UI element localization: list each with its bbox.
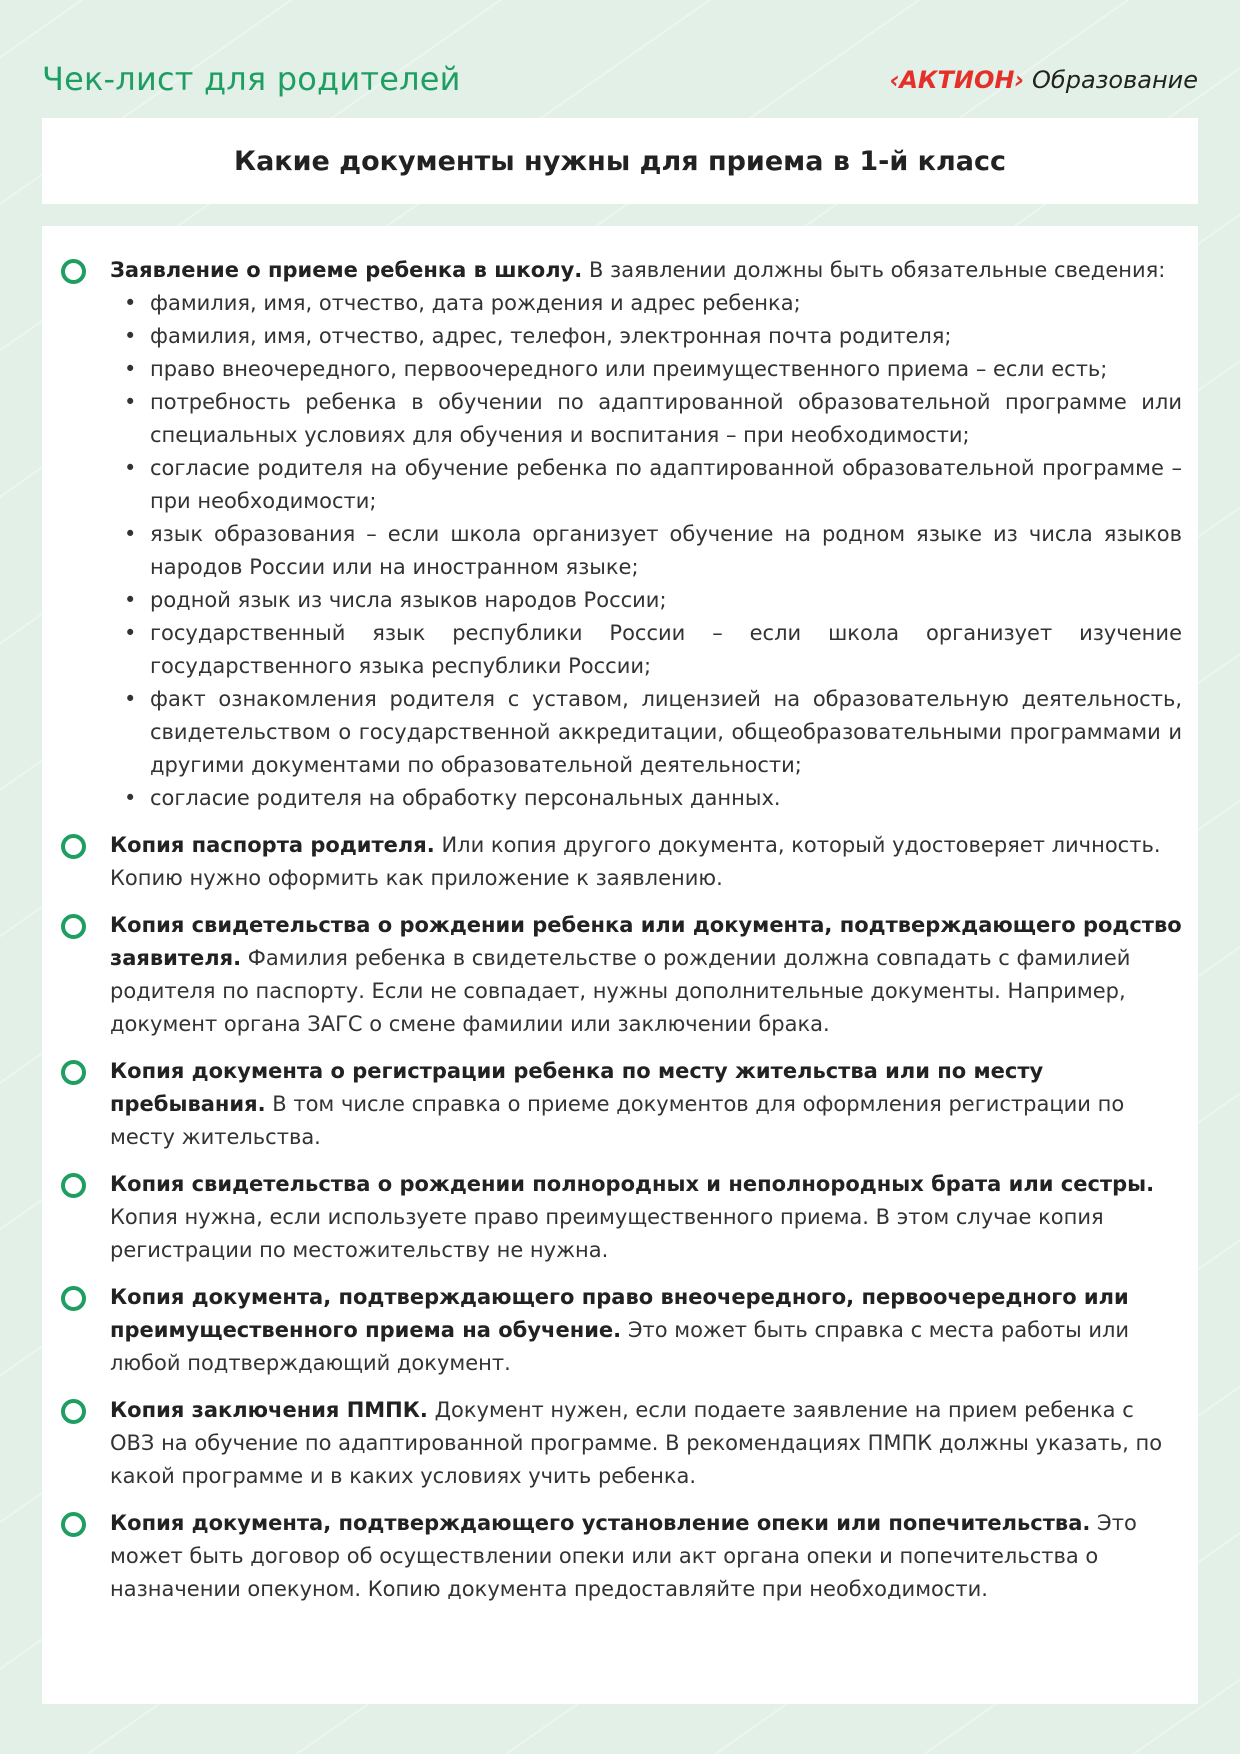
sub-list bbox=[110, 287, 1182, 815]
item-text bbox=[110, 829, 1182, 895]
circle-checkbox-icon[interactable] bbox=[61, 1399, 86, 1424]
item-body: В заявлении должны быть обязательные сведения: bbox=[582, 258, 1166, 282]
checklist-item bbox=[42, 1394, 1198, 1493]
item-text bbox=[110, 1281, 1182, 1380]
checklist-item bbox=[42, 1055, 1198, 1154]
item-title: Копия свидетельства о рождении ребенка или документа, подтверждающего родство заявителя. bbox=[110, 913, 1182, 970]
item-text bbox=[110, 1507, 1182, 1606]
item-body: Документ нужен, если подаете заявление на прием ребенка с ОВЗ на обучение по адаптированной программе. В рекомендациях ПМПК должны указать, по какой программе и в каких условиях учить ребенка. bbox=[110, 1398, 1163, 1488]
item-body: Это может быть договор об осуществлении опеки или акт органа опеки и попечительства о назначении опекуном. Копию документа предоставляйте при необходимости. bbox=[110, 1511, 1137, 1601]
sub-list-item: • фамилия, имя, отчество, адрес, телефон, электронная почта родителя; bbox=[150, 320, 1182, 353]
content-box bbox=[42, 226, 1198, 1704]
checklist bbox=[42, 254, 1198, 1620]
item-title: Копия заключения ПМПК. bbox=[110, 1398, 428, 1422]
circle-checkbox-icon[interactable] bbox=[61, 914, 86, 939]
item-body: Или копия другого документа, который удостоверяет личность. Копию нужно оформить как приложение к заявлению. bbox=[110, 833, 1161, 890]
item-body: Копия нужна, если используете право преимущественного приема. В этом случае копия регистрации по местожительству не нужна. bbox=[110, 1205, 1104, 1262]
sub-list-item: • потребность ребенка в обучении по адаптированной образовательной программе или специальных условиях для обучения и воспитания – при необходимости; bbox=[150, 386, 1182, 452]
item-body: Фамилия ребенка в свидетельстве о рождении должна совпадать с фамилией родителя по паспорту. Если не совпадает, нужны дополнительные документы. Например, документ органа ЗАГС о смене фамилии или заключении брака. bbox=[110, 946, 1131, 1036]
sub-list-item: • фамилия, имя, отчество, дата рождения и адрес ребенка; bbox=[150, 287, 1182, 320]
circle-checkbox-icon[interactable] bbox=[61, 1173, 86, 1198]
sub-list-item: • государственный язык республики России – если школа организует изучение государственного языка республики России; bbox=[150, 617, 1182, 683]
circle-checkbox-icon[interactable] bbox=[61, 1286, 86, 1311]
sub-list-item: • родной язык из числа языков народов России; bbox=[150, 584, 1182, 617]
title-box bbox=[42, 118, 1198, 204]
checklist-item bbox=[42, 829, 1198, 895]
circle-checkbox-icon[interactable] bbox=[61, 1060, 86, 1085]
circle-checkbox-icon[interactable] bbox=[61, 834, 86, 859]
item-title: Копия документа, подтверждающего право внеочередного, первоочередного или преимущественного приема на обучение. bbox=[110, 1285, 1129, 1342]
item-title: Копия документа, подтверждающего установление опеки или попечительства. bbox=[110, 1511, 1091, 1535]
circle-checkbox-icon[interactable] bbox=[61, 1512, 86, 1537]
item-text bbox=[110, 909, 1182, 1041]
circle-checkbox-icon[interactable] bbox=[61, 259, 86, 284]
checklist-item bbox=[42, 909, 1198, 1041]
doc-title: Какие документы нужны для приема в 1-й класс bbox=[234, 145, 1006, 177]
item-title: Копия свидетельства о рождении полнородных и неполнородных брата или сестры. bbox=[110, 1172, 1155, 1196]
checklist-item bbox=[42, 1168, 1198, 1267]
sub-list-item: • право внеочередного, первоочередного или преимущественного приема – если есть; bbox=[150, 353, 1182, 386]
item-title: Копия паспорта родителя. bbox=[110, 833, 435, 857]
item-body: В том числе справка о приеме документов для оформления регистрации по месту жительства. bbox=[110, 1092, 1125, 1149]
item-title: Заявление о приеме ребенка в школу. bbox=[110, 258, 583, 282]
sub-list-item: • согласие родителя на обработку персональных данных. bbox=[150, 782, 1182, 815]
item-text bbox=[110, 254, 1182, 287]
doc-kicker: Чек-лист для родителей bbox=[42, 60, 461, 98]
item-title: Копия документа о регистрации ребенка по месту жительства или по месту пребывания. bbox=[110, 1059, 1044, 1116]
checklist-item bbox=[42, 1281, 1198, 1380]
sub-list-item: • согласие родителя на обучение ребенка по адаптированной образовательной программе – при необходимости; bbox=[150, 452, 1182, 518]
header bbox=[42, 50, 1198, 110]
sub-list-item: • язык образования – если школа организует обучение на родном языке из числа языков народов России или на иностранном языке; bbox=[150, 518, 1182, 584]
checklist-item bbox=[42, 1507, 1198, 1606]
item-body: Это может быть справка с места работы или любой подтверждающий документ. bbox=[110, 1318, 1130, 1375]
logo-brand: ‹АКТИОН› bbox=[889, 66, 1025, 94]
checklist-item bbox=[42, 254, 1198, 815]
item-text bbox=[110, 1168, 1182, 1267]
logo-word: Образование bbox=[1032, 66, 1198, 94]
item-text bbox=[110, 1394, 1182, 1493]
logo bbox=[889, 66, 1198, 94]
item-text bbox=[110, 1055, 1182, 1154]
sub-list-item: • факт ознакомления родителя с уставом, лицензией на образовательную деятельность, свидетельством о государственной аккредитации, общеобразовательными программами и другими документами по образовательной деятельности; bbox=[150, 683, 1182, 782]
